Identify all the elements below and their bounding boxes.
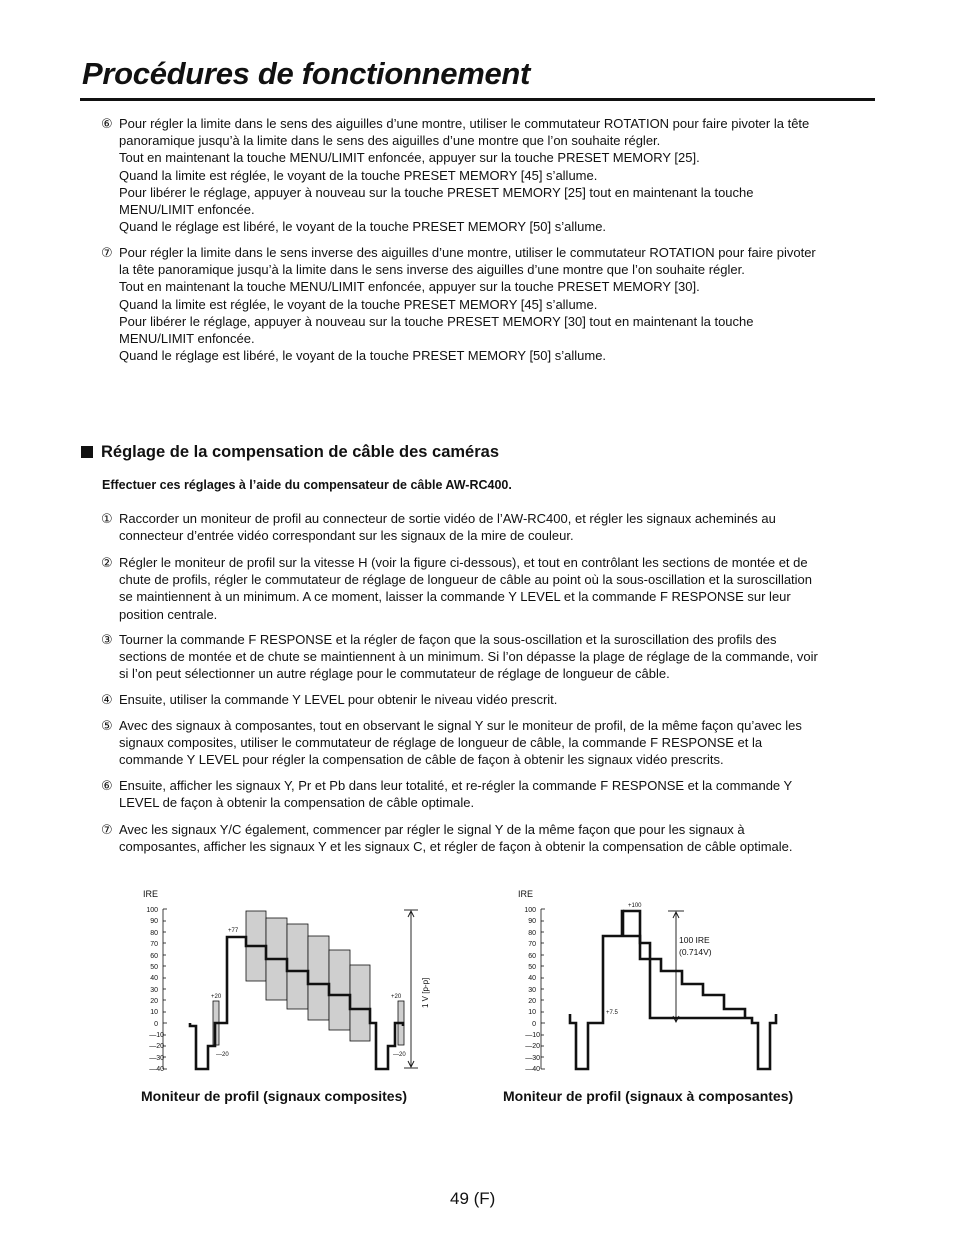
step-number: ⑦ — [101, 822, 113, 837]
step-line: la tête panoramique jusqu’à la limite dans le sens inverse des aiguilles d’une montre que l’on souhaite régler. — [119, 262, 745, 278]
label-plus100: +100 — [628, 903, 642, 909]
tick-label: —10 — [149, 1032, 164, 1039]
tick-label: —30 — [149, 1055, 164, 1062]
chroma-box — [287, 924, 308, 1009]
step-line: chute de profils, régler le commutateur de réglage de longueur de câble au point où la sous-oscillation et la suroscillation — [119, 572, 813, 588]
pp-label: 1 V [p-p] — [421, 977, 430, 1008]
square-bullet-icon — [81, 446, 93, 458]
tick-label: 70 — [150, 941, 158, 948]
top-step-7 — [101, 244, 876, 364]
step-line: LEVEL de façon à obtenir la compensation de câble optimale. — [119, 795, 475, 811]
section-heading-text: Réglage de la compensation de câble des caméras — [101, 443, 499, 461]
tick-label: 80 — [150, 930, 158, 937]
tick-label: —20 — [525, 1043, 540, 1050]
step-number: ③ — [101, 632, 113, 647]
step-number: ⑥ — [101, 116, 113, 131]
step-line: sections de montée et de chute se maintiennent à un minimum. Si l’on dépasse la plage de réglage de la commande, voir — [119, 649, 818, 665]
step-line: Quand la limite est réglée, le voyant de la touche PRESET MEMORY [45] s’allume. — [119, 296, 598, 312]
label-100-ire: 100 IRE — [679, 935, 710, 945]
step-7 — [101, 821, 876, 855]
ire-arrow — [668, 911, 684, 1022]
component-waveform-diagram — [505, 885, 805, 1080]
step-line: position centrale. — [119, 606, 218, 622]
step-line: Pour libérer le réglage, appuyer à nouveau sur la touche PRESET MEMORY [30] tout en maintenant la touche — [119, 313, 754, 329]
step-number: ⑥ — [101, 778, 113, 793]
step-line: signaux composites, utiliser le commutateur de réglage de longueur de câble, la commande F RESPONSE et la — [119, 735, 763, 751]
tick-label: 10 — [528, 1009, 536, 1016]
step-line: Tout en maintenant la touche MENU/LIMIT enfoncée, appuyer sur la touche PRESET MEMORY [25]. — [119, 150, 700, 166]
step-1 — [101, 510, 876, 544]
tick-label: 20 — [528, 998, 536, 1005]
step-line: Pour régler la limite dans le sens inverse des aiguilles d’une montre, utiliser le commutateur ROTATION pour faire pivoter — [119, 245, 816, 260]
step-line: Pour libérer le réglage, appuyer à nouveau sur la touche PRESET MEMORY [25] tout en maintenant la touche — [119, 184, 754, 200]
label-plus20-right: +20 — [391, 994, 402, 1000]
label-minus20-left: —20 — [216, 1052, 229, 1058]
step-line: Quand le réglage est libéré, le voyant de la touche PRESET MEMORY [50] s’allume. — [119, 219, 607, 235]
tick-label: 60 — [150, 953, 158, 960]
tick-label: 50 — [150, 964, 158, 971]
step-3 — [101, 631, 876, 683]
tick-label: 100 — [524, 907, 536, 914]
chroma-box — [350, 965, 370, 1041]
step-4 — [101, 691, 876, 708]
y-staircase-waveform — [623, 911, 745, 1018]
tick-label: —40 — [525, 1066, 540, 1073]
step-number: ② — [101, 555, 113, 570]
chroma-box — [329, 950, 350, 1030]
step-line: Avec des signaux à composantes, tout en observant le signal Y sur le moniteur de profil, de la même façon qu’avec les — [119, 718, 802, 733]
composite-caption: Moniteur de profil (signaux composites) — [141, 1088, 408, 1104]
step-line: Tourner la commande F RESPONSE et la régler de façon que la sous-oscillation et la suroscillation des profils des — [119, 632, 777, 647]
step-number: ⑤ — [101, 718, 113, 733]
axis-title: IRE — [143, 889, 159, 899]
tick-label: —40 — [149, 1066, 164, 1073]
top-step-6 — [101, 115, 876, 235]
tick-label: 60 — [528, 953, 536, 960]
step-line: Régler le moniteur de profil sur la vitesse H (voir la figure ci-dessous), et tout en contrôlant les sections de montée et de — [119, 555, 808, 570]
tick-label: 0 — [154, 1021, 158, 1028]
tick-label: 80 — [528, 930, 536, 937]
tick-label: 90 — [528, 918, 536, 925]
step-line: panoramique jusqu’à la limite dans le sens des aiguilles d’une montre que l’on souhaite régler. — [119, 133, 661, 149]
page-number: 49 (F) — [450, 1189, 496, 1208]
step-line: Quand la limite est réglée, le voyant de la touche PRESET MEMORY [45] s’allume. — [119, 167, 598, 183]
step-line: Quand le réglage est libéré, le voyant de la touche PRESET MEMORY [50] s’allume. — [119, 348, 607, 364]
tick-label: 30 — [528, 987, 536, 994]
label-plus20-left: +20 — [211, 994, 222, 1000]
composite-waveform-diagram — [130, 885, 450, 1080]
step-5 — [101, 717, 876, 769]
step-line: Ensuite, utiliser la commande Y LEVEL pour obtenir le niveau vidéo prescrit. — [119, 692, 558, 707]
step-line: Raccorder un moniteur de profil au connecteur de sortie vidéo de l’AW-RC400, et régler les signaux acheminés au — [119, 511, 776, 526]
tick-label: 20 — [150, 998, 158, 1005]
step-line: MENU/LIMIT enfoncée. — [119, 331, 255, 347]
y-axis — [541, 909, 545, 1069]
step-line: composantes, afficher les signaux Y et les signaux C, et régler de façon à obtenir la compensation de câble optimale. — [119, 839, 793, 855]
step-number: ④ — [101, 692, 113, 707]
tick-label: 0 — [532, 1021, 536, 1028]
tick-label: 40 — [150, 975, 158, 982]
pp-arrow — [404, 910, 418, 1068]
label-minus20-right: —20 — [393, 1052, 406, 1058]
chroma-box — [308, 936, 329, 1020]
step-line: Ensuite, afficher les signaux Y, Pr et Pb dans leur totalité, et re-régler la commande F RESPONSE et la commande Y — [119, 778, 793, 793]
step-number: ① — [101, 511, 113, 526]
label-plus77: +77 — [228, 928, 239, 934]
step-line: Tout en maintenant la touche MENU/LIMIT enfoncée, appuyer sur la touche PRESET MEMORY [30]. — [119, 279, 700, 295]
label-plus75: +7.5 — [606, 1010, 618, 1016]
component-waveform — [570, 911, 776, 1069]
tick-label: 100 — [146, 907, 158, 914]
tick-label: 90 — [150, 918, 158, 925]
page-title: Procédures de fonctionnement — [82, 56, 531, 91]
tick-labels — [146, 907, 164, 1073]
tick-label: —30 — [525, 1055, 540, 1062]
component-caption: Moniteur de profil (signaux à composantes) — [503, 1088, 794, 1104]
tick-label: 30 — [150, 987, 158, 994]
step-2 — [101, 554, 876, 623]
tick-label: —10 — [525, 1032, 540, 1039]
subheading: Effectuer ces réglages à l’aide du compensateur de câble AW-RC400. — [102, 478, 512, 492]
tick-label: 70 — [528, 941, 536, 948]
step-line: MENU/LIMIT enfoncée. — [119, 202, 255, 218]
tick-label: —20 — [149, 1043, 164, 1050]
step-line: Avec les signaux Y/C également, commencer par régler le signal Y de la même façon que pour les signaux à — [119, 822, 745, 837]
section-heading — [81, 443, 499, 462]
axis-title: IRE — [518, 889, 534, 899]
step-line: si l’on peut sélectionner un autre réglage pour le commutateur de réglage de longueur de câble. — [119, 666, 670, 682]
label-volts: (0.714V) — [679, 947, 712, 957]
tick-label: 40 — [528, 975, 536, 982]
step-line: commande Y LEVEL pour régler la compensation de câble de façon à obtenir les signaux vidéo prescrits. — [119, 752, 724, 768]
title-rule — [80, 98, 875, 101]
step-number: ⑦ — [101, 245, 113, 260]
step-line: Pour régler la limite dans le sens des aiguilles d’une montre, utiliser le commutateur ROTATION pour faire pivoter la tête — [119, 116, 810, 131]
step-line: connecteur d’entrée vidéo correspondant sur les signaux de la mire de couleur. — [119, 528, 574, 544]
tick-label: 50 — [528, 964, 536, 971]
step-6 — [101, 777, 876, 811]
tick-label: 10 — [150, 1009, 158, 1016]
step-line: se maintiennent à un minimum. A ce moment, laisser la commande Y LEVEL et la commande F RESPONSE sur leur — [119, 589, 791, 605]
tick-labels — [524, 907, 540, 1073]
